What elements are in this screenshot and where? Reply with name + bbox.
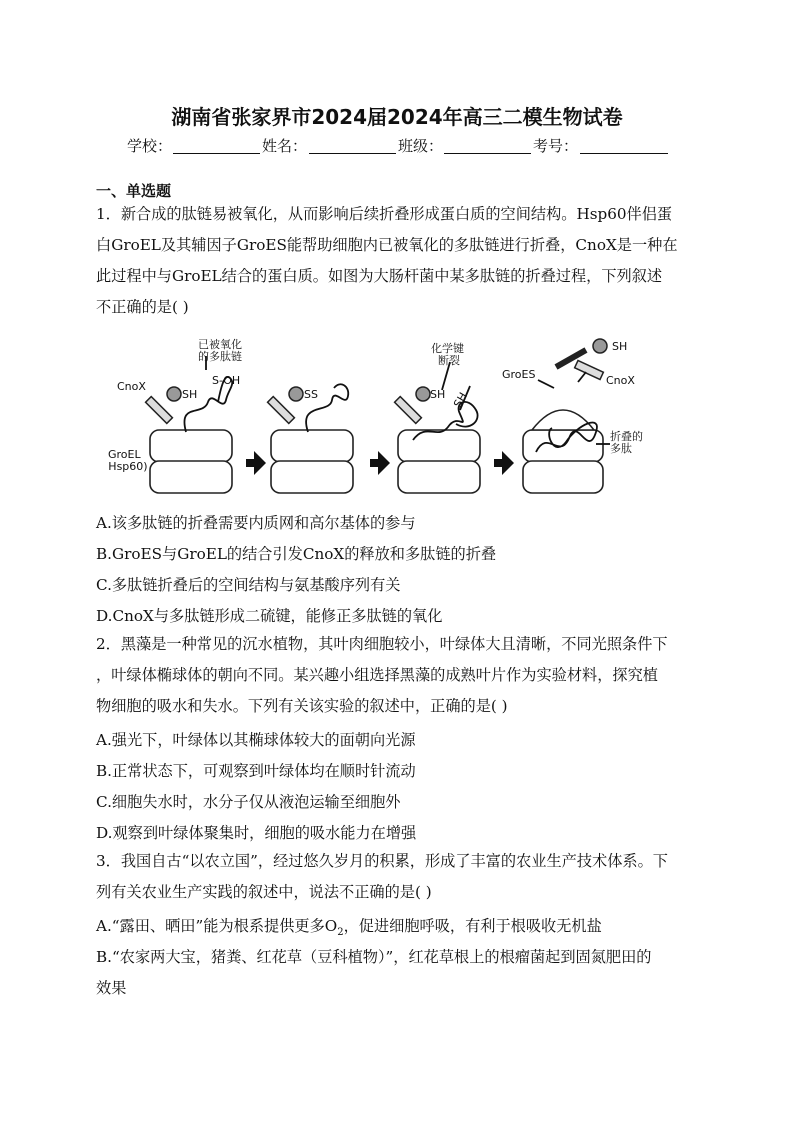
label-ss: SS — [304, 388, 318, 401]
cnox-head-3 — [416, 387, 430, 401]
q3-option-a-sub: 2 — [337, 927, 344, 939]
q1-line-2: 白GroEL及其辅因子GroES能帮助细胞内已被氧化的多肽链进行折叠，CnoX是一种在 — [96, 236, 678, 254]
protein-folding-figure — [108, 332, 656, 500]
cnox-rod-2 — [268, 397, 295, 424]
cnox-head-1 — [167, 387, 181, 401]
name-blank — [309, 153, 396, 154]
section-heading: 一、单选题 — [96, 182, 172, 200]
label-groel-2: (Hsp60) — [108, 460, 148, 473]
q1-option-c: C.多肽链折叠后的空间结构与氨基酸序列有关 — [96, 576, 401, 594]
q3-option-a-post: ，促进细胞呼吸，有利于根吸收无机盐 — [343, 917, 602, 935]
label-soh: S-OH — [212, 374, 241, 387]
q3-option-a — [96, 915, 706, 938]
q1-line-4: 不正确的是( ) — [96, 298, 189, 316]
q1-line-3: 此过程中与GroEL结合的蛋白质。如图为大肠杆菌中某多肽链的折叠过程，下列叙述 — [96, 267, 663, 285]
q3-option-b-line-1: B.“农家两大宝，猪粪、红花草（豆科植物）”，红花草根上的根瘤菌起到固氮肥田的 — [96, 948, 652, 966]
q1-option-b: B.GroES与GroEL的结合引发CnoX的释放和多肽链的折叠 — [96, 545, 497, 563]
label-bond-1: 化学键 — [431, 342, 464, 355]
q2-option-a: A.强光下，叶绿体以其椭球体较大的面朝向光源 — [96, 731, 416, 749]
groel-ring-top-3 — [398, 430, 480, 462]
label-sh-2: SH — [430, 388, 446, 401]
label-cnox: CnoX — [117, 380, 146, 393]
label-groel-1: GroEL — [108, 448, 141, 461]
label-folded-1: 折叠的 — [610, 430, 643, 443]
q3-line-2: 列有关农业生产实践的叙述中，说法不正确的是( ) — [96, 883, 432, 901]
label-sh-4: SH — [612, 340, 628, 353]
q1-option-d: D.CnoX与多肽链形成二硫键，能修正多肽链的氧化 — [96, 607, 443, 625]
label-sh-3: SH — [451, 390, 470, 410]
label-cnox-2: CnoX — [606, 374, 635, 387]
step-arrow-3 — [494, 451, 514, 475]
q2-line-3: 物细胞的吸水和失水。下列有关该实验的叙述中，正确的是( ) — [96, 697, 508, 715]
cnox-head-2 — [289, 387, 303, 401]
groel-ring-bottom-3 — [398, 461, 480, 493]
q2-line-1: 2．黑藻是一种常见的沉水植物，其叶肉细胞较小，叶绿体大且清晰，不同光照条件下 — [96, 635, 668, 653]
label-oxidized-1: 已被氧化 — [198, 338, 242, 351]
question-2 — [96, 629, 706, 722]
label-sh: SH — [182, 388, 198, 401]
q1-line-1: 1．新合成的肽链易被氧化，从而影响后续折叠形成蛋白质的空间结构。Hsp60伴侣蛋 — [96, 205, 673, 223]
groel-ring-top-1 — [150, 430, 232, 462]
cnox-rod-1 — [146, 397, 173, 424]
label-folded-2: 多肽 — [610, 442, 632, 455]
school-label: 学校： — [127, 137, 173, 155]
q3-line-1: 3．我国自古“以农立国”，经过悠久岁月的积累，形成了丰富的农业生产技术体系。下 — [96, 852, 668, 870]
step-arrow-1 — [246, 451, 266, 475]
groel-ring-bottom-2 — [271, 461, 353, 493]
q1-option-a: A.该多肽链的折叠需要内质网和高尔基体的参与 — [96, 514, 416, 532]
number-blank — [580, 153, 668, 154]
label-bond-2: 断裂 — [438, 354, 460, 367]
class-blank — [444, 153, 531, 154]
school-blank — [173, 153, 260, 154]
q3-option-b-line-2: 效果 — [96, 979, 127, 997]
page-title: 湖南省张家界市2024届2024年高三二模生物试卷 — [171, 105, 623, 129]
groel-ring-top-2 — [271, 430, 353, 462]
q2-option-d: D.观察到叶绿体聚集时，细胞的吸水能力在增强 — [96, 824, 417, 842]
cnox-rod-3 — [395, 397, 422, 424]
folding-diagram — [108, 332, 656, 500]
q3-option-a-pre: A.“露田、晒田”能为根系提供更多O — [96, 917, 338, 935]
class-label: 班级： — [398, 137, 444, 155]
q2-option-c: C.细胞失水时，水分子仅从液泡运输至细胞外 — [96, 793, 401, 811]
number-label: 考号： — [533, 137, 579, 155]
groes-pointer — [538, 380, 554, 388]
label-oxidized-2: 的多肽链 — [198, 350, 242, 363]
step-arrow-2 — [370, 451, 390, 475]
cnox-head-released — [593, 339, 607, 353]
release-pointer — [578, 372, 586, 382]
question-1 — [96, 199, 706, 323]
label-groes: GroES — [502, 368, 536, 381]
cnox-rod-released — [575, 360, 604, 379]
groel-ring-bottom-1 — [150, 461, 232, 493]
groel-ring-bottom-4 — [523, 461, 603, 493]
q2-line-2: ，叶绿体椭球体的朝向不同。某兴趣小组选择黑藻的成熟叶片作为实验材料，探究植 — [96, 666, 658, 684]
question-3 — [96, 846, 706, 908]
q2-option-b: B.正常状态下，可观察到叶绿体均在顺时针流动 — [96, 762, 416, 780]
groes-cap — [532, 410, 594, 430]
name-label: 姓名： — [262, 137, 308, 155]
